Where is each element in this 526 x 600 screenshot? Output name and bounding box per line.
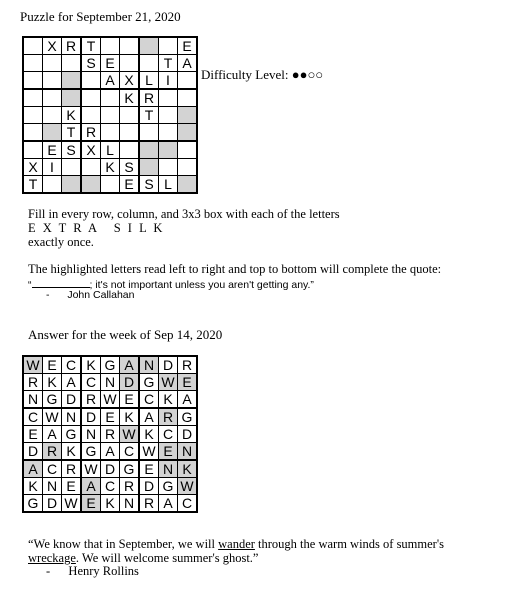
grid-cell: C (62, 356, 82, 374)
grid-cell: C (139, 391, 159, 409)
grid-row (23, 391, 197, 409)
grid-cell (120, 37, 140, 55)
grid-cell (159, 89, 178, 107)
grid-cell: T (159, 55, 178, 72)
answer-quote-text: “We know that in September, we will (28, 537, 219, 551)
grid-cell: N (101, 374, 120, 391)
grid-cell: D (178, 426, 198, 443)
grid-cell: E (178, 37, 198, 55)
grid-cell (23, 89, 43, 107)
grid-cell (139, 124, 159, 142)
grid-cell: W (101, 391, 120, 409)
grid-cell: L (159, 176, 178, 194)
grid-cell (178, 89, 198, 107)
grid-cell: X (81, 141, 101, 159)
grid-row (23, 408, 197, 426)
grid-cell: N (43, 478, 62, 495)
grid-cell: A (101, 72, 120, 90)
grid-cell (120, 55, 140, 72)
grid-row (23, 55, 197, 72)
grid-row (23, 426, 197, 443)
grid-row (23, 107, 197, 124)
grid-row (23, 356, 197, 374)
grid-cell (101, 89, 120, 107)
quote-author: John Callahan (67, 289, 135, 301)
grid-cell (62, 159, 82, 176)
grid-cell: G (139, 374, 159, 391)
grid-cell (120, 141, 140, 159)
grid-cell: S (120, 159, 140, 176)
grid-cell: S (81, 55, 101, 72)
grid-cell (43, 107, 62, 124)
grid-cell (23, 37, 43, 55)
grid-cell (81, 176, 101, 194)
grid-cell: K (101, 159, 120, 176)
puzzle-title: Puzzle for September 21, 2020 (20, 9, 181, 24)
grid-cell (101, 107, 120, 124)
grid-cell: C (23, 408, 43, 426)
grid-row (23, 443, 197, 461)
grid-cell: R (81, 391, 101, 409)
grid-cell (81, 89, 101, 107)
instructions-letters: E X T R A S I L K (28, 221, 165, 235)
answer-quote-line2 (28, 551, 444, 565)
grid-cell: R (120, 478, 140, 495)
grid-cell: A (81, 478, 101, 495)
quote-text: ; it's not important unless you aren't getting any.” (89, 279, 314, 291)
grid-row (23, 374, 197, 391)
grid-cell: E (139, 460, 159, 478)
grid-cell: X (23, 159, 43, 176)
grid-cell: D (43, 495, 62, 513)
grid-cell: K (101, 495, 120, 513)
grid-cell: A (159, 495, 178, 513)
answer-word: wander (218, 537, 255, 551)
grid-cell: K (159, 391, 178, 409)
grid-cell: R (62, 37, 82, 55)
puzzle-grid (22, 36, 198, 194)
instructions (28, 207, 340, 249)
grid-cell: E (101, 55, 120, 72)
grid-cell (178, 176, 198, 194)
grid-cell: G (159, 478, 178, 495)
grid-cell: K (81, 356, 101, 374)
grid-cell: E (23, 426, 43, 443)
grid-cell (81, 72, 101, 90)
grid-cell: L (101, 141, 120, 159)
difficulty-dots: ●●○○ (291, 67, 324, 82)
grid-cell: X (43, 37, 62, 55)
grid-cell: S (62, 141, 82, 159)
grid-cell: K (62, 443, 82, 461)
grid-cell: N (23, 391, 43, 409)
grid-cell: D (139, 478, 159, 495)
grid-cell: T (81, 37, 101, 55)
grid-cell: R (62, 460, 82, 478)
grid-cell: C (101, 478, 120, 495)
grid-row (23, 124, 197, 142)
grid-cell: S (139, 176, 159, 194)
grid-cell: K (120, 408, 140, 426)
grid-cell: K (62, 107, 82, 124)
grid-cell: W (178, 478, 198, 495)
grid-cell: C (120, 443, 140, 461)
grid-cell (159, 107, 178, 124)
grid-cell (178, 72, 198, 90)
instructions-line: exactly once. (28, 235, 94, 249)
grid-cell: K (178, 460, 198, 478)
quote-open: “ (28, 279, 32, 291)
grid-cell: A (178, 391, 198, 409)
grid-cell: E (81, 495, 101, 513)
grid-cell: D (159, 356, 178, 374)
grid-cell: T (139, 107, 159, 124)
difficulty-level (201, 67, 323, 83)
grid-cell: R (43, 443, 62, 461)
grid-cell: C (81, 374, 101, 391)
grid-cell: G (178, 408, 198, 426)
grid-cell: K (23, 478, 43, 495)
grid-cell (81, 107, 101, 124)
grid-cell (43, 124, 62, 142)
grid-row (23, 460, 197, 478)
grid-cell (62, 176, 82, 194)
grid-cell: G (81, 443, 101, 461)
grid-cell (62, 89, 82, 107)
grid-cell: E (43, 356, 62, 374)
grid-cell (23, 107, 43, 124)
grid-cell: A (43, 426, 62, 443)
grid-cell: T (23, 176, 43, 194)
answer-attribution (46, 564, 139, 579)
grid-cell: A (23, 460, 43, 478)
answer-dash: - (46, 564, 51, 578)
grid-cell: K (139, 426, 159, 443)
quote-intro: The highlighted letters read left to right and top to bottom will complete the quote: (28, 262, 442, 276)
grid-cell: G (101, 356, 120, 374)
grid-cell (43, 176, 62, 194)
grid-cell: R (178, 356, 198, 374)
grid-cell: D (62, 391, 82, 409)
grid-cell: W (43, 408, 62, 426)
grid-cell: E (120, 176, 140, 194)
grid-cell (159, 37, 178, 55)
grid-cell: E (159, 443, 178, 461)
grid-cell: W (139, 443, 159, 461)
grid-cell: I (159, 72, 178, 90)
instructions-line: Fill in every row, column, and 3x3 box with each of the letters (28, 207, 340, 221)
answer-word: wreckage (28, 551, 76, 565)
grid-cell (139, 159, 159, 176)
grid-cell (178, 124, 198, 142)
grid-cell: A (120, 356, 140, 374)
grid-cell: C (159, 426, 178, 443)
grid-cell: E (62, 478, 82, 495)
grid-cell: D (101, 460, 120, 478)
grid-cell: A (178, 55, 198, 72)
grid-cell: C (43, 460, 62, 478)
answer-author: Henry Rollins (68, 564, 139, 578)
grid-row (23, 72, 197, 90)
grid-cell (178, 107, 198, 124)
grid-cell (159, 159, 178, 176)
quote-dash: - (46, 289, 50, 301)
grid-cell: R (101, 426, 120, 443)
grid-cell (43, 55, 62, 72)
grid-cell: D (23, 443, 43, 461)
answer-grid (22, 355, 198, 513)
grid-cell (62, 55, 82, 72)
grid-row (23, 478, 197, 495)
grid-cell (23, 72, 43, 90)
grid-cell: K (120, 89, 140, 107)
grid-cell: D (81, 408, 101, 426)
grid-row (23, 495, 197, 513)
grid-cell: A (139, 408, 159, 426)
grid-cell (43, 72, 62, 90)
grid-cell (139, 141, 159, 159)
grid-cell (120, 107, 140, 124)
grid-cell: N (178, 443, 198, 461)
grid-cell: R (159, 408, 178, 426)
grid-cell: N (120, 495, 140, 513)
grid-cell: L (139, 72, 159, 90)
grid-cell (139, 55, 159, 72)
grid-cell: G (120, 460, 140, 478)
answer-quote-line1 (28, 537, 444, 551)
grid-cell: N (139, 356, 159, 374)
grid-cell (43, 89, 62, 107)
grid-cell (101, 37, 120, 55)
grid-cell (62, 72, 82, 90)
grid-row (23, 37, 197, 55)
grid-cell (23, 55, 43, 72)
grid-row (23, 176, 197, 194)
grid-cell (178, 159, 198, 176)
grid-cell: W (159, 374, 178, 391)
grid-row (23, 141, 197, 159)
grid-cell: G (23, 495, 43, 513)
grid-cell: W (23, 356, 43, 374)
grid-cell: N (62, 408, 82, 426)
grid-cell: R (139, 89, 159, 107)
grid-cell: T (62, 124, 82, 142)
grid-cell: E (120, 391, 140, 409)
answer-quote (28, 537, 444, 565)
grid-cell: D (120, 374, 140, 391)
difficulty-label: Difficulty Level: (201, 67, 289, 82)
grid-cell: X (120, 72, 140, 90)
grid-cell (23, 141, 43, 159)
grid-cell: G (62, 426, 82, 443)
grid-cell: G (43, 391, 62, 409)
grid-cell: I (43, 159, 62, 176)
grid-cell: R (139, 495, 159, 513)
grid-cell: A (62, 374, 82, 391)
quote-attribution (46, 289, 134, 301)
grid-cell (101, 124, 120, 142)
grid-cell (120, 124, 140, 142)
grid-cell (23, 124, 43, 142)
grid-cell (178, 141, 198, 159)
answer-quote-text: through the warm winds of summer's (254, 537, 444, 551)
answer-title: Answer for the week of Sep 14, 2020 (28, 327, 223, 342)
grid-cell: K (43, 374, 62, 391)
grid-cell: R (23, 374, 43, 391)
grid-row (23, 89, 197, 107)
grid-cell (101, 176, 120, 194)
grid-cell: E (178, 374, 198, 391)
grid-cell (159, 124, 178, 142)
grid-cell: C (178, 495, 198, 513)
grid-cell (159, 141, 178, 159)
grid-row (23, 159, 197, 176)
grid-cell: W (81, 460, 101, 478)
grid-cell: W (120, 426, 140, 443)
grid-cell: W (62, 495, 82, 513)
grid-cell: E (101, 408, 120, 426)
grid-cell (81, 159, 101, 176)
grid-cell: N (81, 426, 101, 443)
grid-cell: A (101, 443, 120, 461)
grid-cell: R (81, 124, 101, 142)
grid-cell: E (43, 141, 62, 159)
answer-quote-text: . We will welcome summer's ghost.” (75, 551, 259, 565)
grid-cell: N (159, 460, 178, 478)
grid-cell (139, 37, 159, 55)
quote-blank (32, 276, 90, 288)
